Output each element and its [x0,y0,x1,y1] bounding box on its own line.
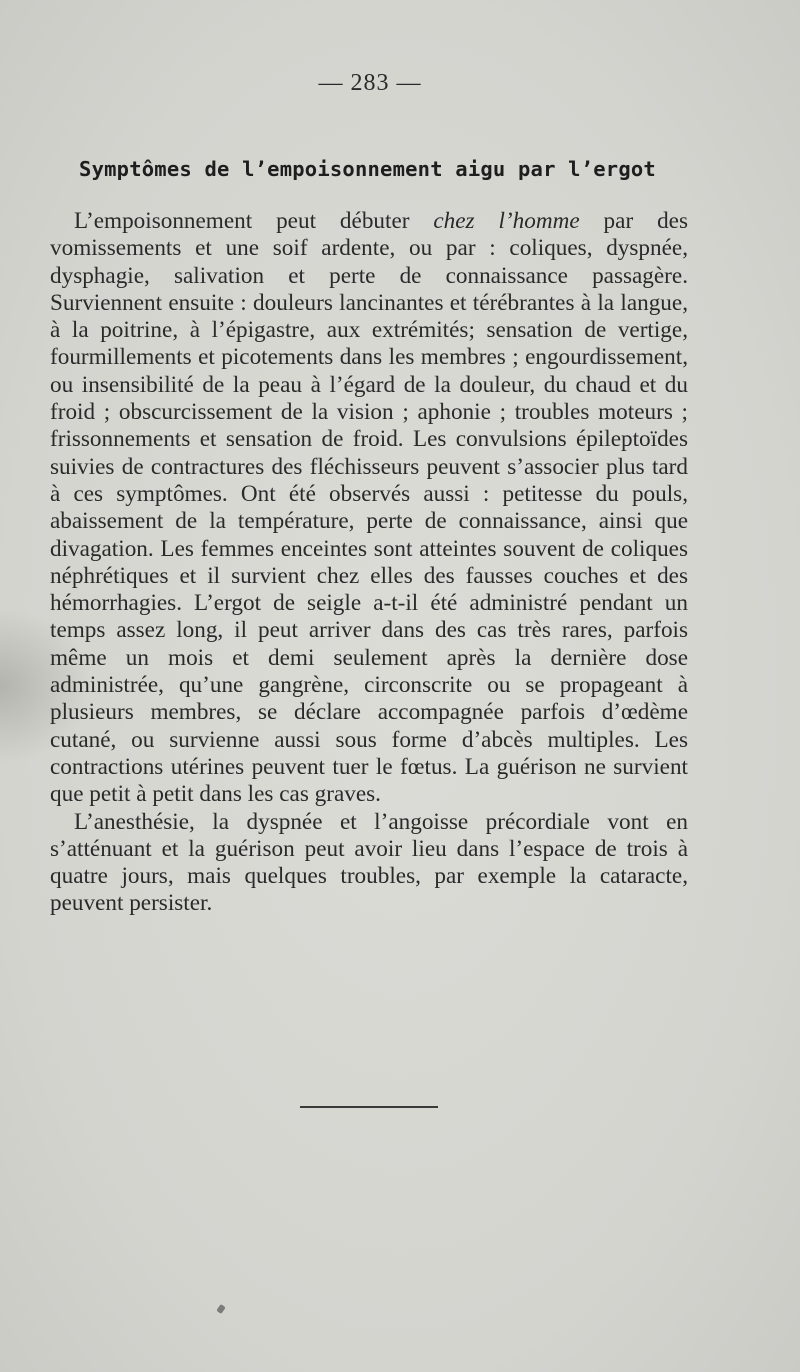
paragraph-symptoms-italic: chez l’homme [433,208,580,234]
section-end-rule [300,1106,438,1108]
paragraph-symptoms [50,208,688,809]
paragraph-symptoms-lead: L’empoisonnement peut débuter [74,208,434,234]
paper-speck [216,1304,226,1314]
paragraph-recovery: L’anesthésie, la dyspnée et l’angoisse précordiale vont en s’atténuant et la guérison peut avoir lieu dans l’espace de trois à quatre jours, mais quelques troubles, par exemple la cataracte, peuvent persister. [50,808,688,917]
paragraph-symptoms-rest: par des vomissements et une soif ardente, ou par : coliques, dyspnée, dysphagie, salivation et perte de connaissance passagère. Surviennent ensuite : douleurs lancinantes et térébrantes à la langue, à la poitrine, à l’épigastre, aux extrémités; sensation de vertige, fourmillements et picotements dans les membres ; engourdissement, ou insensibilité de la peau à l’égard de la douleur, du chaud et du froid ; obscurcissement de la vision ; aphonie ; troubles moteurs ; frissonnements et sensation de froid. Les convulsions épileptoïdes suivies de contractures des fléchisseurs peuvent s’associer plus tard à ces symptômes. Ont été observés aussi : petitesse du pouls, abaissement de la température, perte de connaissance, ainsi que divagation. Les femmes enceintes sont atteintes souvent de coliques néphrétiques et il survient chez elles des fausses couches et des hémorrhagies. L’ergot de seigle a-t-il été administré pendant un temps assez long, il peut arriver dans des cas très rares, parfois même un mois et demi seulement après la dernière dose administrée, qu’une gangrène, circonscrite ou se propageant à plusieurs membres, se déclare accompagnée parfois d’œdème cutané, ou survienne aussi sous forme d’abcès multiples. Les contractions utérines peuvent tuer le fœtus. La guérison ne survient que petit à petit dans les cas graves. [50,208,688,808]
page-number: — 283 — [318,70,422,96]
body-text [50,208,688,918]
section-heading: Symptômes de l’empoisonnement aigu par l’ergot [79,157,656,181]
